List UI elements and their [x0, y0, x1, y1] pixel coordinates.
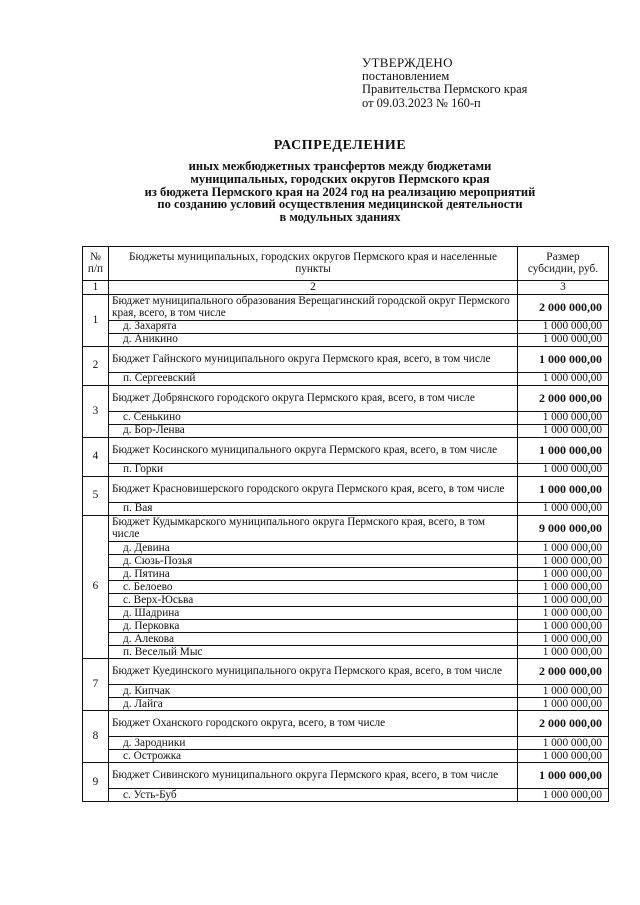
budget-total: 1 000 000,00	[518, 477, 609, 503]
settlement-row	[83, 633, 609, 646]
settlement-name: п. Сергеевский	[109, 373, 518, 386]
budget-total: 9 000 000,00	[518, 516, 609, 542]
settlement-name: д. Аникино	[109, 334, 518, 347]
settlement-name: с. Острожка	[109, 750, 518, 763]
budget-total: 2 000 000,00	[518, 386, 609, 412]
row-number: 8	[83, 711, 109, 763]
subtitle-line: из бюджета Пермского края на 2024 год на реализацию мероприятий	[144, 184, 536, 199]
settlement-amount: 1 000 000,00	[518, 503, 609, 516]
document-title: РАСПРЕДЕЛЕНИЕ	[273, 138, 407, 153]
row-number: 7	[83, 659, 109, 711]
subtitle-line: муниципальных, городских округов Пермского края	[190, 171, 490, 186]
settlement-amount: 1 000 000,00	[518, 412, 609, 425]
settlement-amount: 1 000 000,00	[518, 555, 609, 568]
row-number: 1	[83, 295, 109, 347]
budget-row	[83, 386, 609, 412]
budget-name: Бюджет Добрянского городского округа Пермского края, всего, в том числе	[109, 386, 518, 412]
row-number: 4	[83, 438, 109, 477]
settlement-amount: 1 000 000,00	[518, 698, 609, 711]
settlement-amount: 1 000 000,00	[518, 750, 609, 763]
settlement-name: д. Сюзь-Позья	[109, 555, 518, 568]
settlement-row	[83, 789, 609, 802]
settlement-amount: 1 000 000,00	[518, 568, 609, 581]
budget-total: 2 000 000,00	[518, 711, 609, 737]
budget-total: 1 000 000,00	[518, 763, 609, 789]
settlement-name: д. Захарята	[109, 321, 518, 334]
settlement-name: д. Кипчак	[109, 685, 518, 698]
header-row	[83, 247, 609, 281]
budget-row	[83, 347, 609, 373]
index-row	[83, 281, 609, 295]
settlement-row	[83, 698, 609, 711]
settlement-row	[83, 464, 609, 477]
settlement-name: п. Горки	[109, 464, 518, 477]
settlement-amount: 1 000 000,00	[518, 464, 609, 477]
budget-total: 1 000 000,00	[518, 347, 609, 373]
row-number: 2	[83, 347, 109, 386]
settlement-row	[83, 373, 609, 386]
settlement-row	[83, 425, 609, 438]
settlement-row	[83, 542, 609, 555]
settlement-row	[83, 750, 609, 763]
settlement-name: с. Верх-Юсьва	[109, 594, 518, 607]
settlement-row	[83, 568, 609, 581]
budget-total: 2 000 000,00	[518, 295, 609, 321]
budget-row	[83, 763, 609, 789]
settlement-amount: 1 000 000,00	[518, 737, 609, 750]
budget-name: Бюджет Гайнского муниципального округа Пермского края, всего, в том числе	[109, 347, 518, 373]
index-cell: 2	[109, 281, 518, 295]
approval-line-3: от 09.03.2023 № 160-п	[362, 95, 481, 110]
settlement-name: с. Усть-Буб	[109, 789, 518, 802]
approval-line-2: Правительства Пермского края	[362, 82, 528, 97]
settlement-name: д. Перковка	[109, 620, 518, 633]
settlement-row	[83, 503, 609, 516]
distribution-table	[82, 246, 609, 802]
header-num: № п/п	[83, 247, 109, 281]
budget-row	[83, 477, 609, 503]
settlement-amount: 1 000 000,00	[518, 373, 609, 386]
index-cell: 3	[518, 281, 609, 295]
approval-head: УТВЕРЖДЕНО	[362, 55, 453, 70]
settlement-row	[83, 555, 609, 568]
settlement-amount: 1 000 000,00	[518, 633, 609, 646]
settlement-row	[83, 321, 609, 334]
budget-row	[83, 295, 609, 321]
settlement-name: с. Белоево	[109, 581, 518, 594]
approval-line-1: постановлением	[362, 68, 450, 83]
settlement-name: д. Алекова	[109, 633, 518, 646]
settlement-row	[83, 607, 609, 620]
settlement-row	[83, 334, 609, 347]
settlement-amount: 1 000 000,00	[518, 321, 609, 334]
settlement-amount: 1 000 000,00	[518, 789, 609, 802]
settlement-row	[83, 412, 609, 425]
settlement-amount: 1 000 000,00	[518, 646, 609, 659]
settlement-row	[83, 685, 609, 698]
settlement-row	[83, 594, 609, 607]
settlement-row	[83, 581, 609, 594]
budget-name: Бюджет муниципального образования Верещагинский городской округ Пермского края, всего, в том числе	[109, 295, 518, 321]
settlement-amount: 1 000 000,00	[518, 542, 609, 555]
row-number: 5	[83, 477, 109, 516]
budget-name: Бюджет Оханского городского округа, всего, в том числе	[109, 711, 518, 737]
row-number: 9	[83, 763, 109, 802]
settlement-name: д. Лайга	[109, 698, 518, 711]
settlement-amount: 1 000 000,00	[518, 334, 609, 347]
settlement-amount: 1 000 000,00	[518, 685, 609, 698]
settlement-row	[83, 737, 609, 750]
settlement-amount: 1 000 000,00	[518, 581, 609, 594]
budget-name: Бюджет Красновишерского городского округа Пермского края, всего, в том числе	[109, 477, 518, 503]
budget-total: 2 000 000,00	[518, 659, 609, 685]
row-number: 3	[83, 386, 109, 438]
budget-name: Бюджет Сивинского муниципального округа Пермского края, всего, в том числе	[109, 763, 518, 789]
budget-row	[83, 711, 609, 737]
settlement-row	[83, 646, 609, 659]
settlement-row	[83, 620, 609, 633]
budget-name: Бюджет Куединского муниципального округа Пермского края, всего, в том числе	[109, 659, 518, 685]
subtitle-line: в модульных зданиях	[279, 210, 401, 225]
settlement-amount: 1 000 000,00	[518, 620, 609, 633]
settlement-name: п. Веселый Мыс	[109, 646, 518, 659]
table-body	[83, 295, 609, 802]
settlement-name: с. Сенькино	[109, 412, 518, 425]
settlement-amount: 1 000 000,00	[518, 594, 609, 607]
approval-stamp	[362, 56, 622, 110]
index-cell: 1	[83, 281, 109, 295]
header-amount: Размер субсидии, руб.	[518, 247, 609, 281]
row-number: 6	[83, 516, 109, 659]
settlement-name: д. Зародники	[109, 737, 518, 750]
header-name: Бюджеты муниципальных, городских округов Пермского края и населенные пункты	[109, 247, 518, 281]
settlement-amount: 1 000 000,00	[518, 607, 609, 620]
settlement-name: п. Вая	[109, 503, 518, 516]
subtitle-line: иных межбюджетных трансфертов между бюджетами	[188, 159, 492, 173]
settlement-name: д. Бор-Ленва	[109, 425, 518, 438]
budget-name: Бюджет Косинского муниципального округа Пермского края, всего, в том числе	[109, 438, 518, 464]
budget-row	[83, 516, 609, 542]
settlement-amount: 1 000 000,00	[518, 425, 609, 438]
settlement-name: д. Пятина	[109, 568, 518, 581]
budget-row	[83, 659, 609, 685]
settlement-name: д. Девина	[109, 542, 518, 555]
settlement-name: д. Шадрина	[109, 607, 518, 620]
budget-name: Бюджет Кудымкарского муниципального округа Пермского края, всего, в том числе	[109, 516, 518, 542]
budget-total: 1 000 000,00	[518, 438, 609, 464]
budget-row	[83, 438, 609, 464]
document-subtitle	[60, 160, 620, 224]
subtitle-line: по созданию условий осуществления медицинской деятельности	[157, 197, 523, 212]
